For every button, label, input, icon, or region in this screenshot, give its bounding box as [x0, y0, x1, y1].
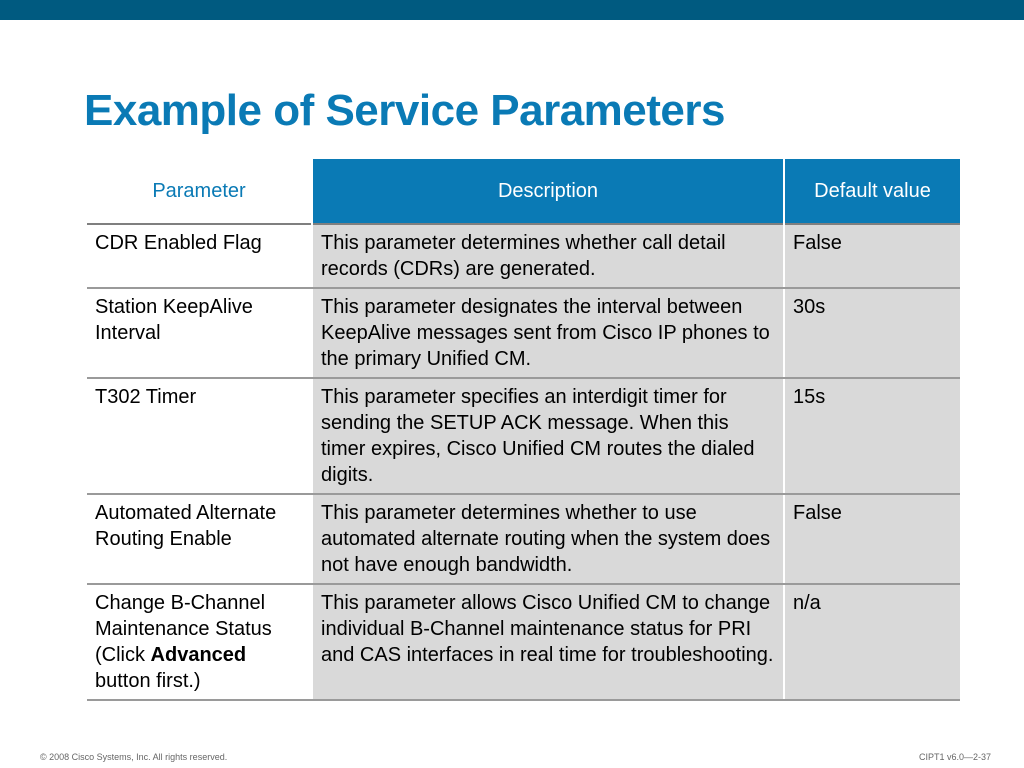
header-default-value: Default value	[784, 159, 960, 224]
cell-parameter-text: Change B-Channel Maintenance Status (Click	[95, 592, 272, 666]
advanced-keyword: Advanced	[150, 644, 247, 666]
cell-description: This parameter determines whether to use automated alternate routing when the system does not have enough bandwidth.	[312, 494, 784, 584]
cell-parameter	[87, 584, 312, 700]
table-row	[87, 378, 960, 494]
slide-title: Example of Service Parameters	[84, 86, 725, 135]
table-row	[87, 224, 960, 288]
cell-parameter: CDR Enabled Flag	[87, 224, 312, 288]
cell-description: This parameter allows Cisco Unified CM to change individual B-Channel maintenance status for PRI and CAS interfaces in real time for troubleshooting.	[312, 584, 784, 700]
cell-parameter: Station KeepAlive Interval	[87, 288, 312, 378]
cell-default-value: False	[784, 224, 960, 288]
course-page-number: CIPT1 v6.0—2-37	[918, 752, 991, 762]
service-parameters-table	[87, 159, 960, 701]
cell-description: This parameter designates the interval between KeepAlive messages sent from Cisco IP phones to the primary Unified CM.	[312, 288, 784, 378]
copyright-footer: © 2008 Cisco Systems, Inc. All rights reserved.	[40, 752, 228, 762]
cell-default-value: n/a	[784, 584, 960, 700]
table-row	[87, 584, 960, 700]
top-banner-bar	[0, 0, 1024, 20]
table-header-row	[87, 159, 960, 224]
table-row	[87, 288, 960, 378]
cell-default-value: False	[784, 494, 960, 584]
cell-parameter: T302 Timer	[87, 378, 312, 494]
cell-default-value: 15s	[784, 378, 960, 494]
header-parameter: Parameter	[87, 159, 312, 224]
cell-description: This parameter specifies an interdigit timer for sending the SETUP ACK message. When this timer expires, Cisco Unified CM routes the dialed digits.	[312, 378, 784, 494]
cell-parameter: Automated Alternate Routing Enable	[87, 494, 312, 584]
cell-parameter-text-end: button first.)	[95, 670, 201, 692]
table-row	[87, 494, 960, 584]
cell-description: This parameter determines whether call detail records (CDRs) are generated.	[312, 224, 784, 288]
cell-default-value: 30s	[784, 288, 960, 378]
header-description: Description	[312, 159, 784, 224]
